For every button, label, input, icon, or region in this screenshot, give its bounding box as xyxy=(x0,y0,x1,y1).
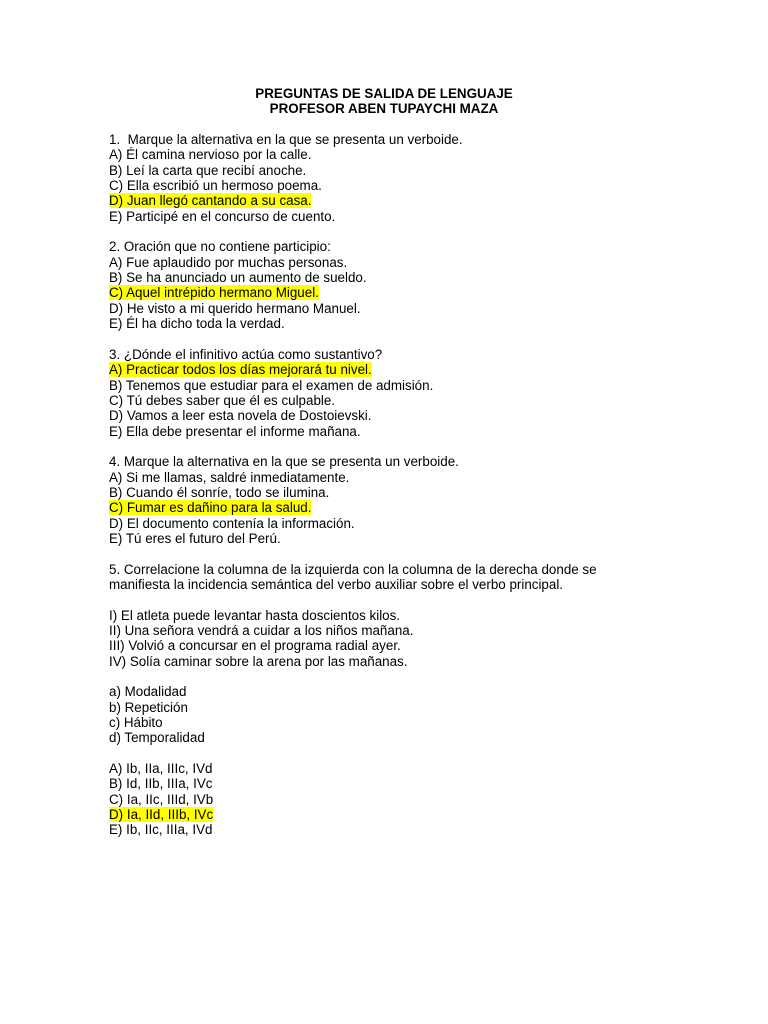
highlighted-answer: C) Fumar es dañino para la salud. xyxy=(109,500,312,516)
question-5-option-b: B) Id, IIb, IIIa, IVc xyxy=(109,776,213,792)
question-5-meanings xyxy=(109,684,669,745)
question-1-option-e: E) Participé en el concurso de cuento. xyxy=(109,208,336,224)
spacer xyxy=(109,746,669,761)
spacer xyxy=(109,224,669,239)
highlighted-answer: D) Ia, IId, IIIb, IVc xyxy=(109,807,214,823)
statement-ii: II) Una señora vendrá a cuidar a los niños mañana. xyxy=(109,623,414,638)
question-5-options xyxy=(109,761,669,838)
question-list xyxy=(109,132,669,838)
question-5-statements xyxy=(109,608,669,669)
question-2 xyxy=(109,239,669,331)
question-4-text: 4. Marque la alternativa en la que se presenta un verboide. xyxy=(109,454,459,470)
question-5-text-line1: 5. Correlacione la columna de la izquierda con la columna de la derecha donde se xyxy=(109,561,597,577)
question-5 xyxy=(109,562,669,838)
question-4-option-e: E) Tú eres el futuro del Perú. xyxy=(109,530,281,546)
question-5-option-e: E) Ib, IIc, IIIa, IVd xyxy=(109,822,213,838)
statement-i: I) El atleta puede levantar hasta doscientos kilos. xyxy=(109,607,401,623)
highlighted-answer: C) Aquel intrépido hermano Miguel. xyxy=(109,285,319,301)
meaning-d: d) Temporalidad xyxy=(109,730,205,746)
meaning-b: b) Repetición xyxy=(109,699,188,715)
question-1 xyxy=(109,132,669,224)
question-5-text-line2: manifiesta la incidencia semántica del verbo auxiliar sobre el verbo principal. xyxy=(109,576,564,592)
spacer xyxy=(109,546,669,561)
question-5-option-a: A) Ib, IIa, IIIc, IVd xyxy=(109,761,213,777)
spacer xyxy=(109,331,669,346)
question-2-option-b: B) Se ha anunciado un aumento de sueldo. xyxy=(109,270,367,286)
question-4-option-b: B) Cuando él sonríe, todo se ilumina. xyxy=(109,484,330,500)
question-2-text: 2. Oración que no contiene participio: xyxy=(109,239,331,255)
question-3-option-e: E) Ella debe presentar el informe mañana. xyxy=(109,423,361,439)
highlighted-answer: D) Juan llegó cantando a su casa. xyxy=(109,193,312,209)
question-2-option-a: A) Fue aplaudido por muchas personas. xyxy=(109,254,348,270)
question-4-option-d: D) El documento contenía la información. xyxy=(109,515,355,531)
question-5-option-c: C) Ia, IIc, IIId, IVb xyxy=(109,791,214,807)
question-2-option-c-answer xyxy=(109,285,669,300)
meaning-a: a) Modalidad xyxy=(109,684,187,700)
spacer xyxy=(109,592,669,607)
question-3 xyxy=(109,347,669,439)
question-3-option-a-answer xyxy=(109,362,669,377)
document-subtitle-author: PROFESOR ABEN TUPAYCHI MAZA xyxy=(269,101,499,116)
question-3-option-b: B) Tenemos que estudiar para el examen de admisión. xyxy=(109,377,434,393)
spacer xyxy=(109,439,669,454)
question-2-option-e: E) Él ha dicho toda la verdad. xyxy=(109,316,285,332)
question-2-option-d: D) He visto a mi querido hermano Manuel. xyxy=(109,300,361,316)
question-3-option-d: D) Vamos a leer esta novela de Dostoievski. xyxy=(109,408,372,424)
question-3-option-c: C) Tú debes saber que él es culpable. xyxy=(109,392,336,408)
question-4 xyxy=(109,454,669,546)
question-1-option-c: C) Ella escribió un hermoso poema. xyxy=(109,178,322,194)
question-5-option-d-answer xyxy=(109,807,669,822)
question-4-option-a: A) Si me llamas, saldré inmediatamente. xyxy=(109,469,350,485)
document-title: PREGUNTAS DE SALIDA DE LENGUAJE xyxy=(255,86,513,101)
question-1-option-d-answer xyxy=(109,193,669,208)
question-1-option-a: A) Él camina nervioso por la calle. xyxy=(109,147,312,163)
question-1-option-b: B) Leí la carta que recibí anoche. xyxy=(109,162,307,178)
meaning-c: c) Hábito xyxy=(109,715,163,731)
statement-iii: III) Volvió a concursar en el programa radial ayer. xyxy=(109,638,401,654)
question-4-option-c-answer xyxy=(109,500,669,515)
question-1-text: 1. Marque la alternativa en la que se presenta un verboide. xyxy=(109,132,463,147)
highlighted-answer: A) Practicar todos los días mejorará tu nivel. xyxy=(109,362,372,378)
question-3-text: 3. ¿Dónde el infinitivo actúa como sustantivo? xyxy=(109,346,383,362)
spacer xyxy=(109,669,669,684)
statement-iv: IV) Solía caminar sobre la arena por las mañanas. xyxy=(109,653,408,669)
